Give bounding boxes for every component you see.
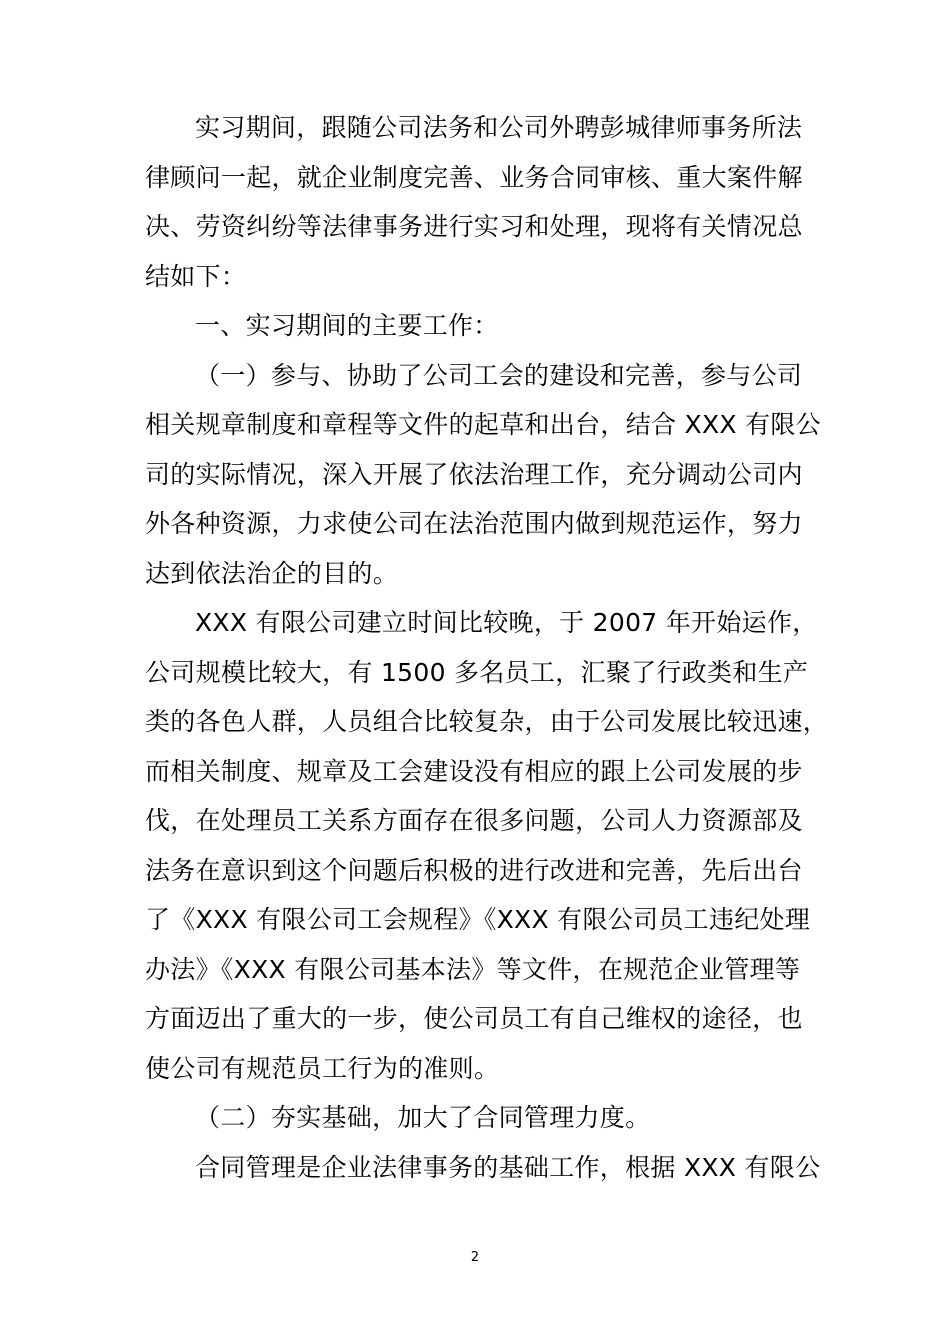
text-line: 了《XXX 有限公司工会规程》《XXX 有限公司员工违纪处理 [145,905,811,934]
text-line: 方面迈出了重大的一步，使公司员工有自己维权的途径，也 [145,1004,803,1033]
text-line: 类的各色人群，人员组合比较复杂，由于公司发展比较迅速， [145,707,829,736]
text-line: 相关规章制度和章程等文件的起草和出台，结合 XXX 有限公 [145,410,821,439]
text-line: 伐，在处理员工关系方面存在很多问题，公司人力资源部及 [145,806,803,835]
text-line: （一）参与、协助了公司工会的建设和完善，参与公司 [195,360,803,390]
document-body [145,103,829,1192]
text-line: 决、劳资纠纷等法律事务进行实习和处理，现将有关情况总 [145,212,803,241]
text-line: 办法》《XXX 有限公司基本法》等文件，在规范企业管理等 [145,954,801,984]
section-heading-main-work [145,301,817,351]
text-line: 司的实际情况，深入开展了依法治理工作，充分调动公司内 [145,459,803,489]
text-line: 合同管理是企业法律事务的基础工作，根据 XXX 有限公 [195,1152,821,1182]
section-heading-item-two [145,1093,817,1143]
text-line: 律顾问一起，就企业制度完善、业务合同审核、重大案件解 [145,162,803,192]
paragraph-contract-management [145,1143,821,1193]
text-line: （二）夯实基础，加大了合同管理力度。 [195,1103,651,1132]
text-line: 而相关制度、规章及工会建设没有相应的跟上公司发展的步 [145,756,803,786]
page-number: 2 [470,1250,480,1265]
text-line: 结如下： [145,261,247,291]
text-line: 实习期间，跟随公司法务和公司外聘彭城律师事务所法 [195,113,803,142]
paragraph-intro [145,103,817,301]
paragraph-item-one [145,351,821,599]
text-line: 法务在意识到这个问题后积极的进行改进和完善，先后出台 [145,855,803,885]
text-line: 一、实习期间的主要工作： [195,311,499,340]
text-line: 使公司有规范员工行为的准则。 [145,1053,500,1083]
text-line: XXX 有限公司建立时间比较晚，于 2007 年开始运作， [195,608,818,637]
text-line: 外各种资源，力求使公司在法治范围内做到规范运作，努力 [145,509,803,538]
paragraph-company-background [145,598,829,1093]
text-line: 公司规模比较大，有 1500 多名员工，汇聚了行政类和生产 [145,657,809,687]
text-line: 达到依法治企的目的。 [145,558,399,588]
